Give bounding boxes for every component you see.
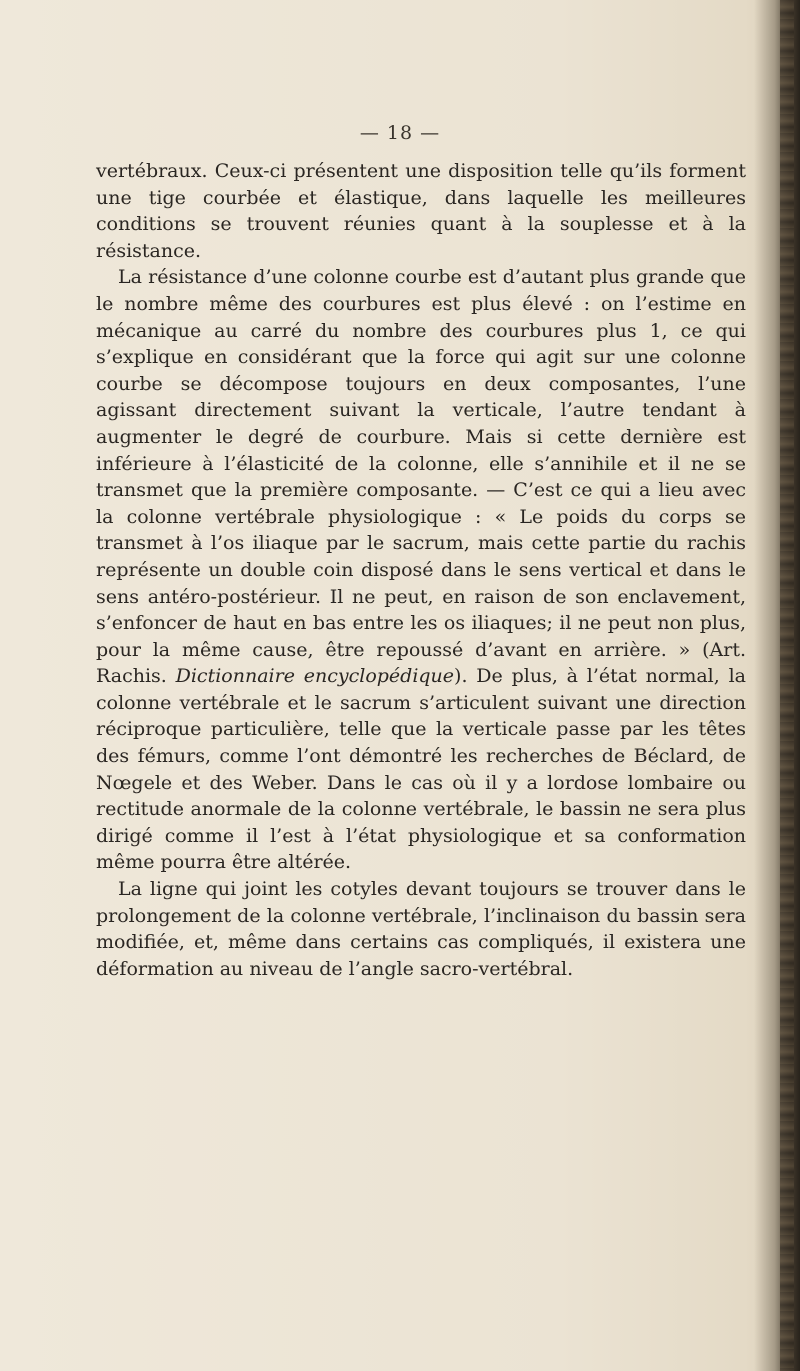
paragraph-2-text-a: La résistance d’une colonne courbe est d’autant plus grande que le nombre même des courbures est plus élevé : on l’estime en mécanique au carré du nombre des courbures plus 1, ce qui s’explique en considérant que la force qui agit sur une colonne courbe se décompose toujours en deux composantes, l’une agissant directement suivant la verticale, l’autre tendant à augmenter le degré de courbure. Mais si cette dernière est inférieure à l’élasticité de la colonne, elle s’annihile et il ne se transmet que la première composante. — C’est ce qui a lieu avec la colonne vertébrale physiologique : « Le poids du corps se transmet à l’os iliaque par le sacrum, mais cette partie du rachis représente un double coin disposé dans le sens vertical et dans le sens antéro-postérieur. Il ne peut, en raison de son enclavement, s’enfoncer de haut en bas entre les os iliaques; il ne peut non plus, pour la même cause, être repoussé d’avant en arrière. » (Art. Rachis. <box>96 266 746 688</box>
binding-edge-strip <box>780 0 794 1371</box>
page-number: — 18 — <box>359 122 441 144</box>
paragraph-2 <box>96 264 746 876</box>
paragraph-2-italic-title: Dictionnaire encyclopédique <box>175 665 455 688</box>
body-text <box>96 158 746 982</box>
paragraph-1: vertébraux. Ceux-ci présentent une disposition telle qu’ils forment une tige courbée et élastique, dans laquelle les meilleures conditions se trouvent réunies quant à la souplesse et à la résistance. <box>96 160 746 262</box>
paragraph-2-text-b: ). De plus, à l’état normal, la colonne vertébrale et le sacrum s’articulent suivant une direction réciproque particulière, telle que la verticale passe par les têtes des fémurs, comme l’ont démontré les recherches de Béclard, de Nœgele et des Weber. Dans le cas où il y a lordose lombaire ou rectitude anormale de la colonne vertébrale, le bassin ne sera plus dirigé comme il l’est à l’état physiologique et sa conformation même pourra être altérée. <box>96 665 746 874</box>
paragraph-3: La ligne qui joint les cotyles devant toujours se trouver dans le prolongement de la colonne vertébrale, l’inclinaison du bassin sera modifiée, et, même dans certains cas compliqués, il existera une déformation au niveau de l’angle sacro-vertébral. <box>96 878 746 980</box>
